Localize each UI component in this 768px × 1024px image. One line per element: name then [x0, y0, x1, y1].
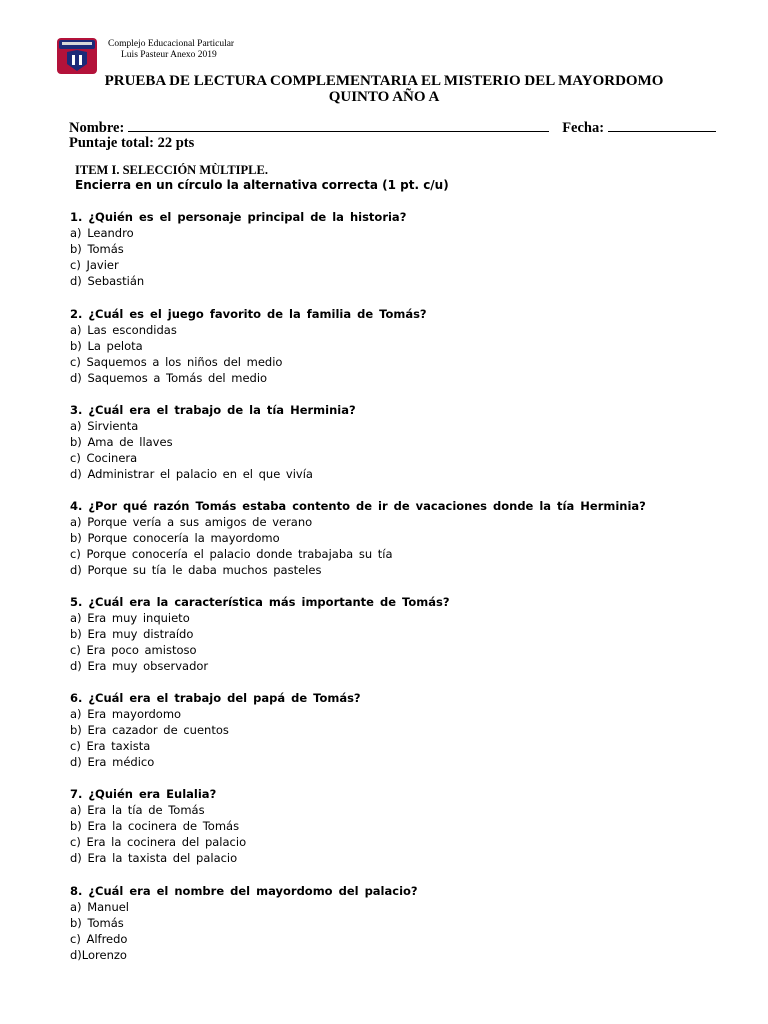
school-logo — [57, 38, 97, 74]
date-blank[interactable] — [608, 118, 716, 132]
option-b[interactable]: b) Era muy distraído — [70, 627, 194, 642]
option-d[interactable]: d) Sebastián — [70, 274, 145, 289]
option-d[interactable]: d) Era muy observador — [70, 659, 209, 674]
option-c[interactable]: c) Alfredo — [70, 932, 128, 947]
option-c[interactable]: c) Saquemos a los niños del medio — [70, 355, 283, 370]
option-c[interactable]: c) Era poco amistoso — [70, 643, 197, 658]
option-c[interactable]: c) Cocinera — [70, 451, 138, 466]
question-3 — [70, 402, 750, 482]
date-label: Fecha: — [562, 120, 605, 136]
name-blank[interactable] — [128, 118, 549, 132]
question-text: 8. ¿Cuál era el nombre del mayordomo del palacio? — [70, 884, 418, 898]
option-d[interactable]: d)Lorenzo — [70, 948, 127, 963]
question-6 — [70, 690, 750, 770]
question-4 — [70, 498, 750, 578]
question-text: 3. ¿Cuál era el trabajo de la tía Herminia? — [70, 403, 356, 417]
name-label: Nombre: — [69, 120, 125, 136]
option-a[interactable]: a) Las escondidas — [70, 323, 177, 337]
total-score: Puntaje total: 22 pts — [69, 135, 195, 151]
question-text: 2. ¿Cuál es el juego favorito de la familia de Tomás? — [70, 307, 427, 321]
option-a[interactable]: a) Sirvienta — [70, 419, 139, 433]
question-7 — [70, 786, 750, 866]
question-text: 6. ¿Cuál era el trabajo del papá de Tomás? — [70, 691, 361, 705]
option-d[interactable]: d) Era médico — [70, 755, 155, 770]
option-a[interactable]: a) Era mayordomo — [70, 707, 182, 721]
test-title: PRUEBA DE LECTURA COMPLEMENTARIA EL MISTERIO DEL MAYORDOMO — [104, 73, 664, 89]
item-heading: ITEM I. SELECCIÓN MÙLTIPLE. — [75, 163, 268, 177]
question-text: 4. ¿Por qué razón Tomás estaba contento de ir de vacaciones donde la tía Herminia? — [70, 499, 646, 513]
option-d[interactable]: d) Saquemos a Tomás del medio — [70, 371, 268, 386]
option-d[interactable]: d) Administrar el palacio en el que vivía — [70, 467, 313, 482]
option-c[interactable]: c) Era la cocinera del palacio — [70, 835, 247, 850]
item-instruction: Encierra en un círculo la alternativa correcta (1 pt. c/u) — [75, 178, 449, 192]
question-text: 1. ¿Quién es el personaje principal de la historia? — [70, 210, 407, 224]
option-b[interactable]: b) Porque conocería la mayordomo — [70, 531, 280, 546]
option-b[interactable]: b) Tomás — [70, 242, 124, 257]
school-name — [108, 39, 234, 61]
option-b[interactable]: b) Era la cocinera de Tomás — [70, 819, 240, 834]
question-5 — [70, 594, 750, 674]
question-2 — [70, 306, 750, 386]
question-text: 7. ¿Quién era Eulalia? — [70, 787, 217, 801]
option-a[interactable]: a) Manuel — [70, 900, 130, 914]
option-a[interactable]: a) Leandro — [70, 226, 134, 240]
question-text: 5. ¿Cuál era la característica más importante de Tomás? — [70, 595, 450, 609]
option-b[interactable]: b) La pelota — [70, 339, 143, 354]
option-a[interactable]: a) Porque vería a sus amigos de verano — [70, 515, 313, 529]
option-c[interactable]: c) Porque conocería el palacio donde trabajaba su tía — [70, 547, 393, 562]
option-b[interactable]: b) Ama de llaves — [70, 435, 173, 450]
option-c[interactable]: c) Javier — [70, 258, 119, 273]
option-c[interactable]: c) Era taxista — [70, 739, 151, 754]
school-line-2: Luis Pasteur Anexo 2019 — [121, 50, 217, 60]
option-a[interactable]: a) Era muy inquieto — [70, 611, 190, 625]
test-grade: QUINTO AÑO A — [328, 89, 440, 105]
option-b[interactable]: b) Tomás — [70, 916, 124, 931]
option-d[interactable]: d) Porque su tía le daba muchos pasteles — [70, 563, 322, 578]
option-b[interactable]: b) Era cazador de cuentos — [70, 723, 229, 738]
school-line-1: Complejo Educacional Particular — [108, 39, 235, 49]
option-d[interactable]: d) Era la taxista del palacio — [70, 851, 238, 866]
question-8 — [70, 883, 750, 963]
question-1 — [70, 209, 750, 289]
option-a[interactable]: a) Era la tía de Tomás — [70, 803, 205, 817]
